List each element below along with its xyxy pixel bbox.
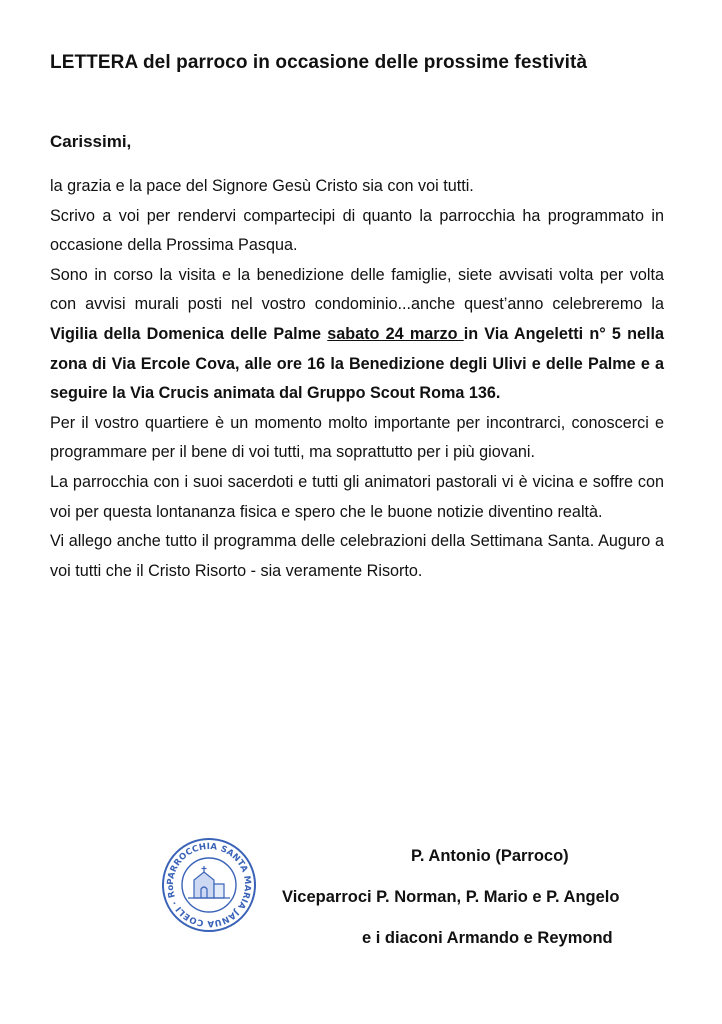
- paragraph-1: la grazia e la pace del Signore Gesù Cristo sia con voi tutti.: [50, 177, 474, 195]
- event-details: in Via Angeletti n° 5 nella zona di Via Ercole Cova, alle ore 16 la Benedizione degli Ulivi e delle Palme e a seguire la Via Crucis animata dal Gruppo Scout Roma 136.: [50, 324, 664, 403]
- paragraph-3-text: Sono in corso la visita e la benedizione delle famiglie, siete avvisati volta per volta con avvisi murali posti nel vostro condominio...anche quest’anno celebreremo la: [50, 265, 664, 314]
- signature-diaconi: e i diaconi Armando e Reymond: [362, 929, 613, 947]
- paragraph-2: Scrivo a voi per rendervi compartecipi di quanto la parrocchia ha programmato in occasione della Prossima Pasqua.: [50, 206, 664, 255]
- vigil-highlight: Vigilia della Domenica delle Palme: [50, 324, 328, 343]
- parish-seal: [160, 836, 258, 934]
- signature-viceparroci: Viceparroci P. Norman, P. Mario e P. Angelo: [282, 888, 620, 906]
- date-highlight: sabato 24 marzo: [327, 324, 464, 343]
- seal-text: PARROCCHIA SANTA MARIA JANUA COELI · Ro: [165, 841, 253, 929]
- parish-seal-graphic: [160, 836, 258, 934]
- paragraph-4: Per il vostro quartiere è un momento molto importante per incontrarci, conoscerci e programmare per il bene di voi tutti, ma soprattutto per i più giovani.: [50, 413, 664, 462]
- letter-body: [50, 172, 664, 586]
- paragraph-6: Vi allego anche tutto il programma delle celebrazioni della Settimana Santa. Auguro a voi tutti che il Cristo Risorto - sia veramente Risorto.: [50, 532, 664, 580]
- signature-block: [268, 836, 688, 959]
- greeting: Carissimi,: [50, 132, 132, 151]
- paragraph-5: La parrocchia con i suoi sacerdoti e tutti gli animatori pastorali vi è vicina e soffre con voi per questa lontananza fisica e spero che le buone notizie diventino realtà.: [50, 472, 664, 521]
- letter-title: LETTERA del parroco in occasione delle prossime festività: [50, 52, 588, 73]
- signature-parroco: P. Antonio (Parroco): [411, 847, 569, 865]
- paragraph-3: [50, 261, 664, 409]
